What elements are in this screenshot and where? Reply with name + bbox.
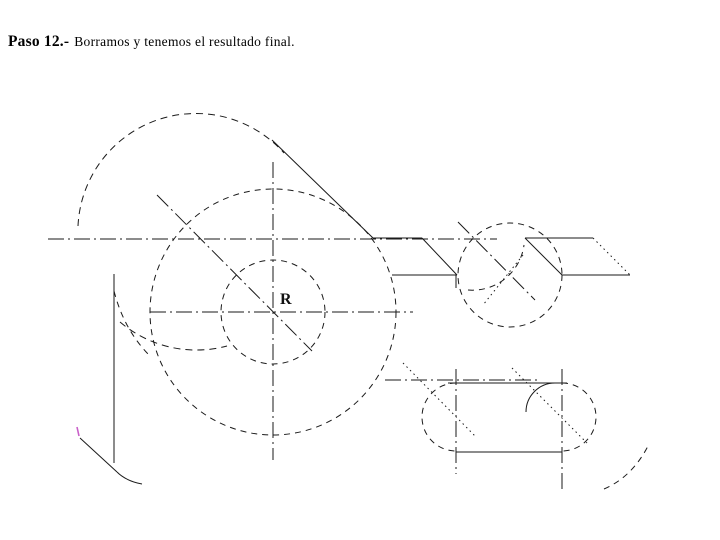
- centerline-diagonal-notch: [458, 222, 535, 300]
- step-number-label: Paso 12.-: [8, 33, 70, 50]
- slot-left-cap-arc: [422, 383, 456, 451]
- centerline-diagonal-main: [157, 195, 312, 351]
- outline-step-diagonal-left: [422, 238, 457, 275]
- big-circle-top-arc: [78, 113, 284, 226]
- slot-right-cap-arc: [562, 383, 596, 451]
- magenta-artifact: [77, 427, 79, 436]
- big-circle-bottom-arc: [120, 322, 227, 350]
- bottom-right-arc: [604, 446, 648, 489]
- bottom-left-fillet-arc: [117, 472, 142, 484]
- depth-diagonal-slot-right: [512, 368, 587, 443]
- depth-edge-top-right: [593, 238, 630, 275]
- construction-curve-left: [114, 291, 150, 356]
- notch-upper-arc: [468, 245, 524, 290]
- slot-corner-arc: [526, 383, 555, 412]
- outline-step-diagonal-right: [525, 238, 562, 275]
- radius-label: R: [280, 291, 292, 308]
- depth-diagonal-slot-left: [403, 363, 476, 437]
- step-description: Borramos y tenemos el resultado final.: [74, 34, 295, 49]
- bottom-left-diagonal: [80, 438, 117, 472]
- outline-tangent-line: [272, 140, 373, 238]
